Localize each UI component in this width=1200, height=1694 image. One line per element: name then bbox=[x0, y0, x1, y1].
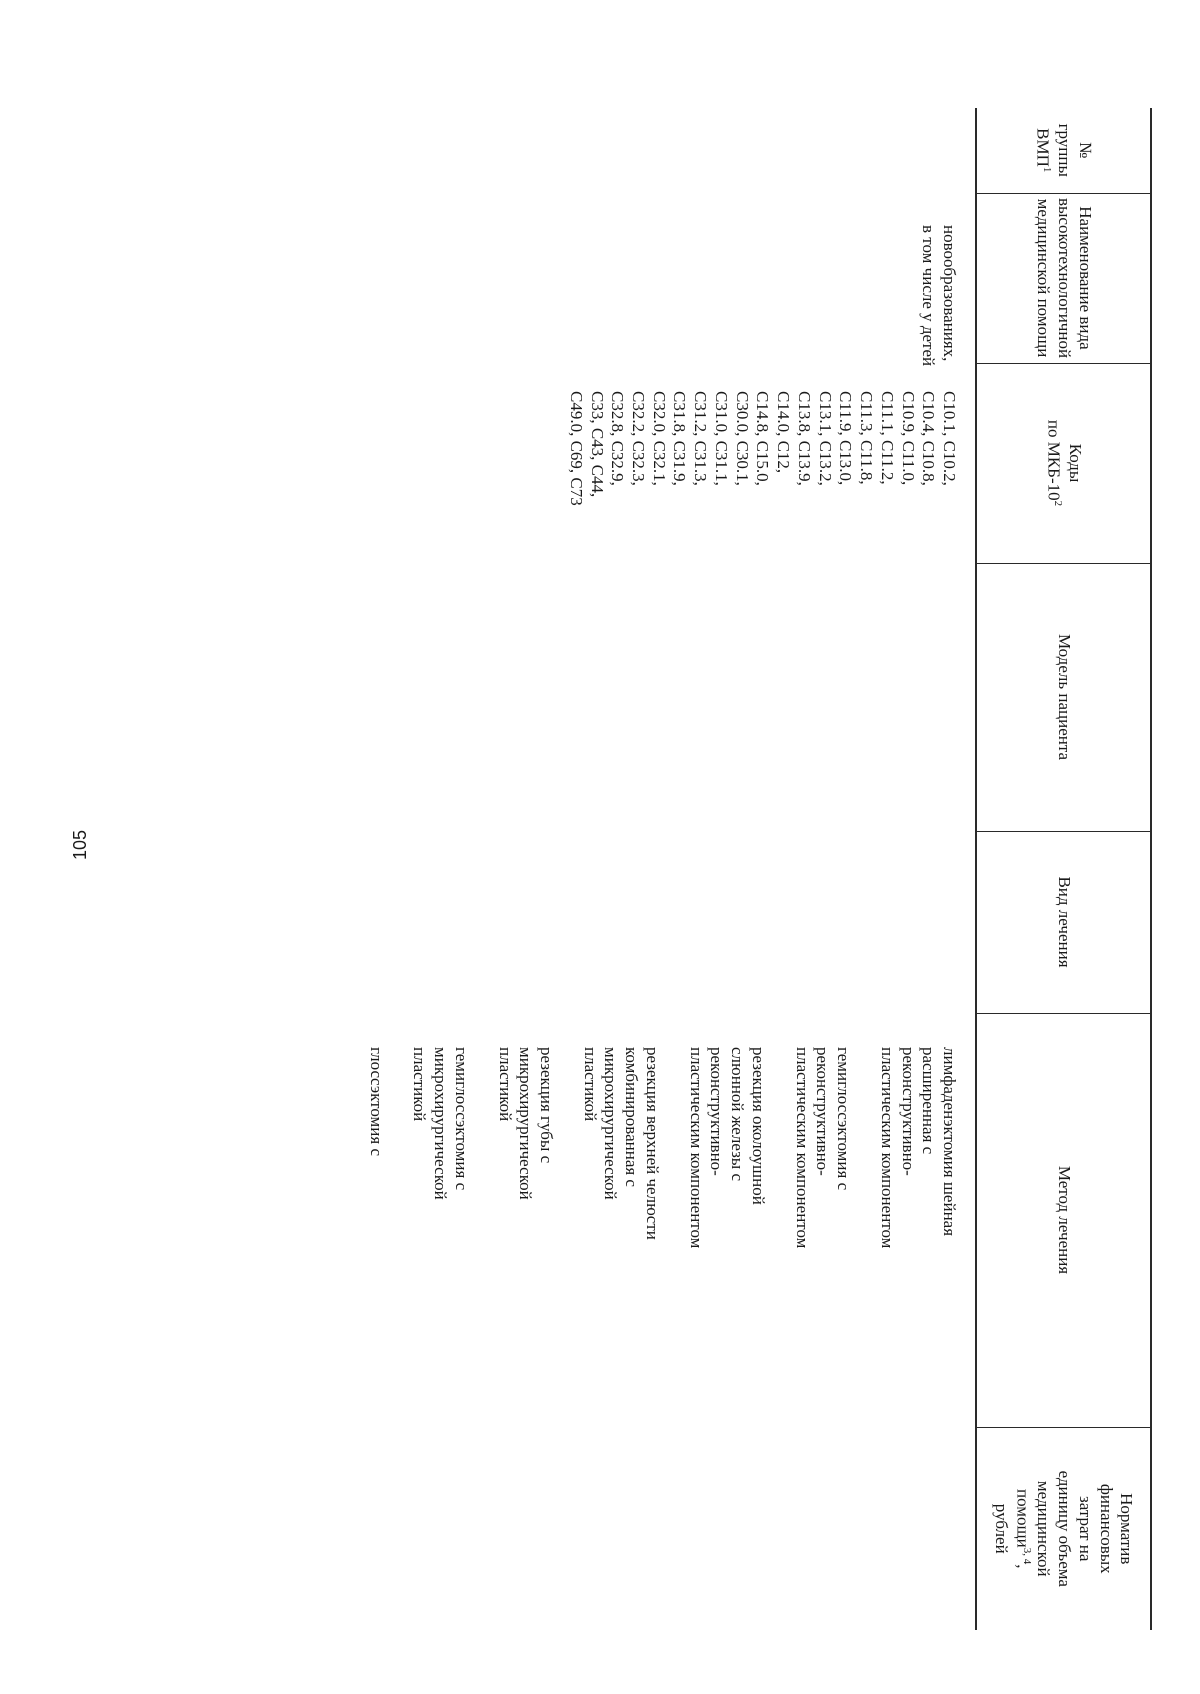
cell-group-no bbox=[365, 108, 976, 193]
vmp-table bbox=[365, 108, 1152, 1630]
icd-code-line: C11.3, C11.8, bbox=[857, 391, 877, 485]
cell-treatment-type bbox=[365, 831, 976, 1013]
method-entry: резекция верхней челюсти комбинированная с микрохирургической пластикой bbox=[580, 1047, 662, 1240]
header-row bbox=[976, 108, 1151, 1630]
header-treatment-method: Метод лечения bbox=[976, 1013, 1151, 1427]
cell-vmp-name: новообразованиях, в том числе у детей bbox=[919, 225, 959, 367]
icd-code-line: C32.2, C32.3, bbox=[628, 391, 648, 486]
icd-code-line: C10.4, C10.8, bbox=[919, 391, 939, 486]
icd-code-line: C13.1, C13.2, bbox=[815, 391, 835, 486]
icd-code-line: C30.0, C30.1, bbox=[732, 391, 752, 486]
cell-cost-standard bbox=[365, 1427, 976, 1630]
method-entry: лимфаденэктомия шейная расширенная с реконструктивно- пластическим компонентом bbox=[877, 1047, 959, 1249]
icd-code-line: C13.8, C13.9, bbox=[794, 391, 814, 486]
icd-code-line: C14.0, C12, bbox=[774, 391, 794, 474]
icd-code-line: C32.0, C32.1, bbox=[649, 391, 669, 486]
icd-code-line: C11.1, C11.2, bbox=[877, 391, 897, 485]
header-patient-model: Модель пациента bbox=[976, 563, 1151, 831]
icd-code-line: C33, C43, C44, bbox=[587, 391, 607, 498]
icd-code-line: C11.9, C13.0, bbox=[836, 391, 856, 486]
method-entry: глоссэктомия с bbox=[366, 1047, 386, 1156]
icd-code-line: C31.8, C31.9, bbox=[670, 391, 690, 486]
page-number: 105 bbox=[70, 829, 90, 861]
icd-code-line: C49.0, C69, C73 bbox=[566, 391, 586, 506]
icd-code-line: C14.8, C15.0, bbox=[753, 391, 773, 486]
cell-icd-codes bbox=[365, 363, 976, 563]
cell-patient-model bbox=[365, 563, 976, 831]
icd-code-line: C10.9, C11.0, bbox=[898, 391, 918, 486]
method-entry: резекция околоушной слюнной железы с реконструктивно- пластическим компонентом bbox=[686, 1047, 768, 1249]
icd-code-line: C32.8, C32.9, bbox=[608, 391, 628, 486]
table-row bbox=[365, 108, 976, 1630]
method-entry: гемиглоссэктомия с микрохирургической пластикой bbox=[410, 1047, 471, 1200]
icd-code-line: C10.1, C10.2, bbox=[940, 391, 959, 486]
cell-treatment-methods bbox=[365, 1013, 976, 1427]
method-entry: резекция губы с микрохирургической пластикой bbox=[495, 1047, 556, 1200]
header-group-no: № группы ВМП$^1$ bbox=[976, 108, 1151, 193]
header-icd-codes: Коды по МКБ-$10^2$ bbox=[976, 363, 1151, 563]
rotated-table-sheet bbox=[150, 108, 1152, 1630]
header-vmp-name: Наименование вида высокотехнологичной медицинской помощи bbox=[976, 193, 1151, 363]
icd-code-line: C31.0, C31.1, bbox=[711, 391, 731, 486]
method-entry: гемиглоссэктомия с реконструктивно- пластическим компонентом bbox=[792, 1047, 854, 1249]
header-cost-standard: Норматив финансовых затрат на единицу объема медицинской помощи$^{3, 4}$, рублей bbox=[976, 1427, 1151, 1630]
header-treatment-type: Вид лечения bbox=[976, 831, 1151, 1013]
icd-code-line: C31.2, C31.3, bbox=[691, 391, 711, 486]
